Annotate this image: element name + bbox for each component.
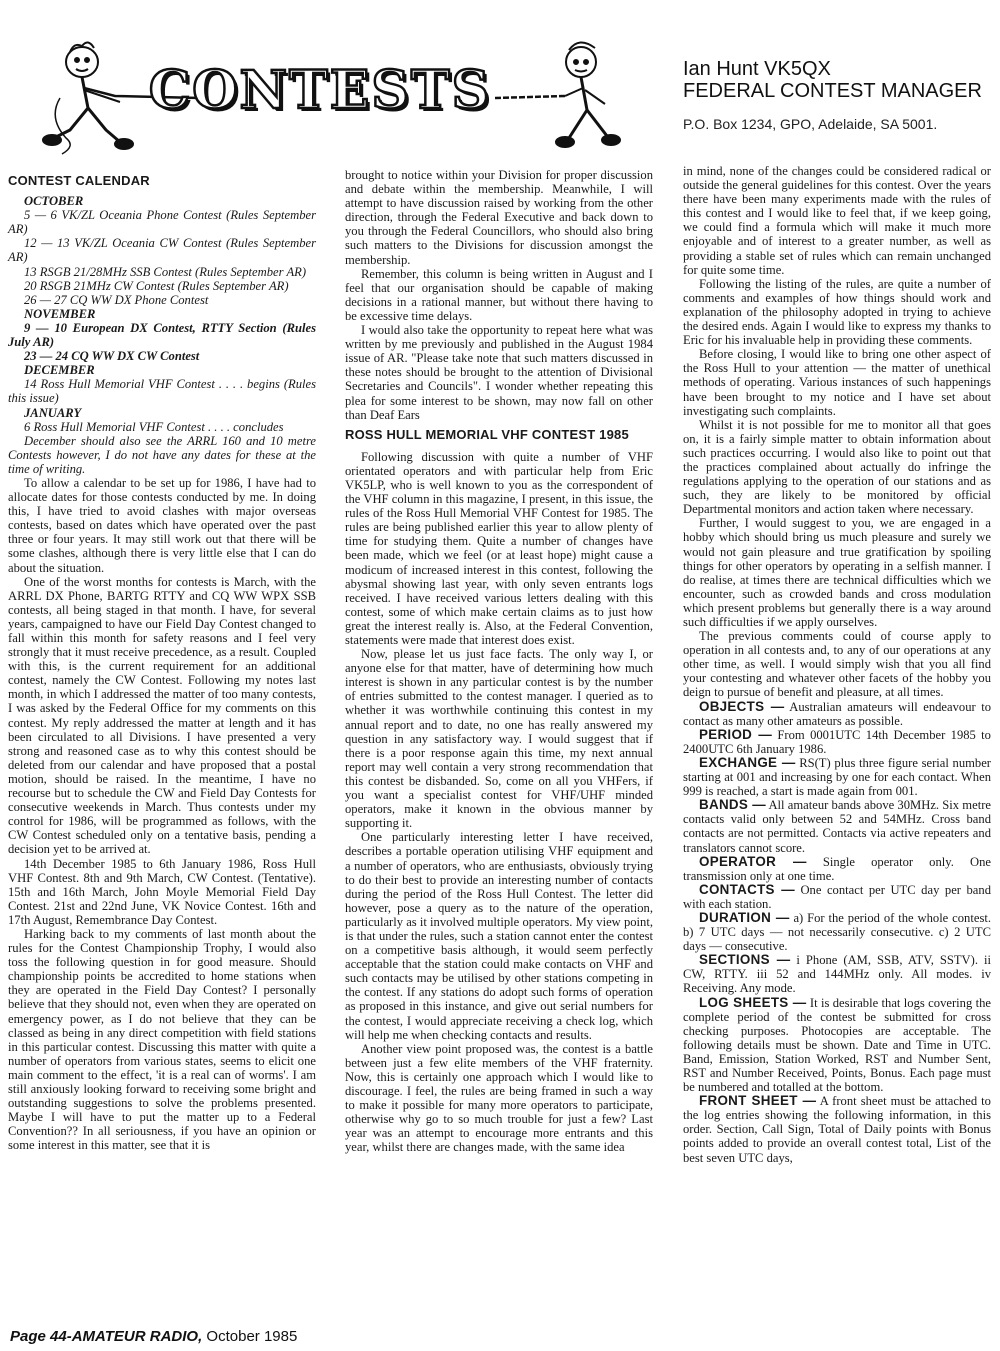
- contests-banner: CONTESTS: [148, 59, 492, 121]
- body-paragraph: brought to notice within your Division for proper discussion and debate within the membership. Meanwhile, I will attempt to have discussion raised by working from the other direction, through the Federal Executive and back down to you through the Federal Councillors, who should also bring such matters to the Divisions for discussion amongst the membership.: [345, 168, 653, 267]
- rule-text: RS(T) plus three figure serial number starting at 001 and increasing by one for each contact. When 999 is reached, a start is made again from 001.: [683, 755, 991, 799]
- calendar-entry: 13 RSGB 21/28MHz SSB Contest (Rules September AR): [24, 264, 307, 279]
- body-paragraph: Now, please let us just face facts. The only way I, or anyone else for that matter, have of determining how much interest is shown in any particular contest is by the number of entries submitted to the contest manager. I queried as to whether it was worthwhile continuing this contest in my annual report and to date, no one has really answered my question in any satisfactory way. I would suggest that if there is a poor response again this time, my next annual report may well contain a very strong recommendation that this contest be disbanded. So, come on all you VHFers, if you want a specialist contest for VHF/UHF minded operators, make it known in the obvious manner by supporting it.: [345, 647, 653, 831]
- rule-objects: [683, 700, 991, 728]
- body-paragraph: One of the worst months for contests is March, with the ARRL DX Phone, BARTG RTTY and CQ WW WPX SSB contests, all being staged in that month. I have, for several years, campaigned to have our Field Day Contest changed to fall within this month for safety reasons and I feel very strongly that it must receive precedence, as a result. Coupled with this, is the current requirement for an additional contest, namely the CW Contest. Following my notes last month, in which I addressed the matter of too many contests, I was asked by the Federal Office for my comments on this contest. My reply addressed the matter at length and it has been circulated to all Divisions. I have presented a very strong and reasoned case as to why this contest should be deleted from our calendar and have proposed that a postal motion, should be raised. In the meantime, I have no recourse but to schedule the CW and Field Day Contests for consecutive weekends in March. Thus contests under my control for 1986, will be programmed as follows, with the CW Contest scheduled only on a tentative basis, pending a decision yet to be arrived at.: [8, 574, 316, 857]
- issue-date: October 1985: [206, 1328, 298, 1345]
- calendar-entry: 14 Ross Hull Memorial VHF Contest . . . . begins (Rules this issue): [8, 377, 316, 406]
- rule-operator: [683, 855, 991, 883]
- calendar-month-december: DECEMBER: [24, 363, 95, 378]
- publication-name: AMATEUR RADIO,: [71, 1328, 203, 1345]
- rule-duration: [683, 911, 991, 953]
- body-paragraph: To allow a calendar to be set up for 1986, I have had to allocate dates for those contests conducted by me. In doing this, I have tried to avoid clashes with major overseas contests, based on dates which have operated over the past three or four years. It may still work out that there will be some clashes, although there is very little else that I can do about the situation.: [8, 475, 316, 575]
- body-paragraph: Following discussion with quite a number of VHF orientated operators and with particular help from Eric VK5LP, who is well known to you as the correspondent of the VHF column in this magazine, I present, in this issue, the rules of the Ross Hull Memorial VHF Contest for 1985. The rules are being published earlier this year to allow plenty of time for studying them. Quite a number of changes have been made, which we feel (or at least hope) might cause a modicum of increased interest in this contest, following the abysmal showing last year, with only seven entrants logs received. I have received various letters dealing with this contest, some of which make certain claims as to just how great the interest really is. Also, at the Federal Convention, statements were made that interest does exist.: [345, 449, 653, 647]
- rule-keyword: SECTIONS —: [699, 952, 791, 968]
- body-paragraph: Another view point proposed was, the contest is a battle between just a few elite members of the VHF fraternity. Now, this is certainly one approach which I would like to discourage. I feel, the rules are being framed in such a way to make it possible for many more operators to participate, otherwise why go to so much trouble for just a few? Last year was an attempt to encourage more entrants and this year, whilst there are changes made, with the same idea: [345, 1041, 653, 1155]
- calendar-month-october: OCTOBER: [24, 194, 84, 209]
- body-paragraph: One particularly interesting letter I have received, describes a portable operation utilising VHF equipment and a number of operators, who are enthusiasts, obviously trying to do their best to provide an interesting number of contacts during the period of the Ross Hull Contest. The letter did however, pose a query as to the nature of the operation, particularly as it involved multiple operators. My view point, is that under the rules, such a station cannot enter the contest on a competitive basis although, it would seem perfectly acceptable that the station could make contacts on VHF and such contacts may be utilised by other stations competing in the contest. If any stations do adopt such forms of operation as proposed in this instance, and give out serial numbers for the contest, I would appreciate receiving a check log, which will help me when checking contacts and results.: [345, 830, 653, 1042]
- page-number: Page 44-: [10, 1328, 72, 1345]
- calendar-entry: 12 — 13 VK/ZL Oceania CW Contest (Rules September AR): [8, 236, 316, 265]
- ross-hull-heading: ROSS HULL MEMORIAL VHF CONTEST 1985: [345, 426, 629, 442]
- rule-keyword: CONTACTS —: [699, 881, 795, 897]
- calendar-note: December should also see the ARRL 160 and 10 metre Contests however, I do not have any dates for these at the time of writing.: [8, 433, 316, 476]
- rule-text: i Phone (AM, SSB, ATV, SSTV). ii CW, RTTY. iii 52 and 144MHz only. All modes. iv Receiving. Any mode.: [683, 953, 991, 996]
- calendar-entry: 6 Ross Hull Memorial VHF Contest . . . . concludes: [24, 419, 284, 434]
- calendar-entry: 20 RSGB 21MHz CW Contest (Rules September AR): [24, 278, 289, 293]
- cartoon-girl-pulling-rope-illustration: [495, 38, 635, 160]
- rule-text: One contact per UTC day per band with each station.: [683, 882, 991, 911]
- rule-keyword: EXCHANGE —: [699, 754, 796, 770]
- page-footer: [10, 1328, 297, 1345]
- calendar-entry: 26 — 27 CQ WW DX Phone Contest: [24, 292, 209, 307]
- rule-text: Single operator only. One transmission only at one time.: [683, 854, 991, 883]
- rule-keyword: PERIOD —: [699, 726, 773, 742]
- rule-text: It is desirable that logs covering the complete period of the contest be submitted for cross checking purposes. Photocopies are acceptable. The following details must be shown. Date and Time in UTC. Band, Emission, Station Worked, RST and Number Sent, RST and Number Received, Points, Bonus. Each page must be numbered and totalled at the bottom.: [683, 995, 992, 1095]
- body-paragraph: in mind, none of the changes could be considered radical or outside the general guidelines for this contest. Over the years there have been many experiments made with the rules of this contest and I would like to feel that, if we keep going, we could find a formula which will make it much more enjoyable and of interest to a greater number, as well as providing a stable set of rules which can remain unchanged for quite some time.: [683, 164, 991, 277]
- rule-keyword: FRONT SHEET —: [699, 1093, 817, 1109]
- body-paragraph: I would also take the opportunity to repeat here what was written by me previously and published in the August 1984 issue of AR. "Please take note that such matters discussed in these notes should be brought to the attention of Divisional Secretaries and Councils". I wonder whether repeating this plea for some interest to be shown, may now fall on other than Deaf Ears: [345, 323, 653, 422]
- rule-keyword: OPERATOR —: [699, 853, 807, 869]
- page-header: [0, 0, 1000, 165]
- calendar-entry: 5 — 6 VK/ZL Oceania Phone Contest (Rules September AR): [8, 208, 316, 237]
- body-paragraph: Remember, this column is being written in August and I feel that our organisation should be capable of making decisions in a rational manner, but without there having to be excessive time delays.: [345, 266, 653, 323]
- rule-exchange: [683, 756, 991, 798]
- rule-text: a) For the period of the whole contest. b) 7 UTC days — not necessarily consecutive. c) 2 UTC days — consecutive.: [683, 910, 991, 954]
- body-paragraph: Following the listing of the rules, are quite a number of comments and examples of how things should work and explanation of the philosophy adopted in trying to achieve the desired ends. Again I would like to express my thanks to Eric for his invaluable help in providing these comments.: [683, 276, 991, 348]
- contest-calendar-heading: CONTEST CALENDAR: [8, 173, 150, 188]
- author-block: [683, 58, 983, 132]
- rule-keyword: OBJECTS —: [699, 698, 785, 714]
- rule-keyword: BANDS —: [699, 797, 766, 813]
- rule-text: Australian amateurs will endeavour to contact as many other amateurs as possible.: [683, 699, 991, 728]
- column-2: [345, 168, 653, 1154]
- author-address: P.O. Box 1234, GPO, Adelaide, SA 5001.: [683, 116, 938, 132]
- rule-keyword: DURATION —: [699, 909, 790, 925]
- rule-contacts: [683, 883, 991, 911]
- column-3: [683, 164, 991, 1165]
- body-paragraph: Before closing, I would like to bring one other aspect of the Ross Hull to your attention — the matter of unethical methods of operating. Various instances of such happenings have been brought to my notice and I have set about investigating such complaints.: [683, 347, 991, 418]
- author-role: FEDERAL CONTEST MANAGER: [683, 80, 982, 102]
- rule-text: A front sheet must be attached to the log entries showing the following information, in this order. Section, Call Sign, Total of Daily points with Bonus points added to provide an overall contest total, List of the best seven UTC days,: [683, 1094, 991, 1165]
- body-paragraph: Whilst it is not possible for me to monitor all that goes on, it is a fairly simple matter to obtain information about such practices occurring. I would also like to point out that the practices complained about actually do infringe the regulations applying to the operation of our stations and as such, they are likely to be monitored by official Departmental monitors and action taken where necessary.: [683, 417, 991, 517]
- calendar-month-november: NOVEMBER: [24, 306, 96, 321]
- body-paragraph: The previous comments could of course apply to operation in all contests and, to any of our operations at any other time, as well. I would simply wish that you all find your contesting and whatever other facets of the hobby you deign to pursue of benefit and pleasure, at all times.: [683, 629, 991, 700]
- calendar-entry: 23 — 24 CQ WW DX CW Contest: [24, 349, 200, 364]
- body-paragraph: Harking back to my comments of last month about the rules for the Contest Championship Trophy, I would also toss the following question in for good measure. Should championship points be accredited to home stations when they are operated in the Field Day Contest? I personally believe that they should not, even when they are operated on emergency power, as I do not believe that they can be classed as being in any direct competition with field stations in this particular contest. Discussing this matter with quite a number of operators from various states, seems to elicit one main comment to the effect, 'it is a real can of worms'. I am still anxiously looking forward to receiving some bright and outstanding suggestions to solve the problems presented. Maybe I will have to put the matter up to a Federal Convention?? In all seriousness, if you have an opinion or some interest in this matter, see that it is: [8, 926, 316, 1153]
- column-1: [8, 170, 316, 1152]
- rule-keyword: LOG SHEETS —: [699, 994, 807, 1010]
- body-paragraph: 14th December 1985 to 6th January 1986, Ross Hull VHF Contest. 8th and 9th March, CW Contest. (Tentative). 15th and 16th March, John Moyle Memorial Field Day Contest. 21st and 22nd June, VK Novice Contest. 16th and 17th August, Remembrance Day Contest.: [8, 856, 316, 927]
- calendar-month-january: JANUARY: [24, 405, 82, 420]
- calendar-entry: 9 — 10 European DX Contest, RTTY Section (Rules July AR): [8, 320, 316, 350]
- rule-bands: [683, 798, 991, 854]
- rule-front-sheet: [683, 1094, 991, 1164]
- author-name: Ian Hunt VK5QX: [683, 58, 831, 80]
- rule-text: From 0001UTC 14th December 1985 to 2400UTC 6th January 1986.: [683, 727, 991, 756]
- body-paragraph: Further, I would suggest to you, we are engaged in a hobby which should bring us much pleasure and surely we would not gain pleasure and true gratification by spoiling things for other operators by operating in a selfish manner. I do realise, at times there are technical difficulties which we encounter, such as crowded bands and cross modulation which present problems but generally there is a way around such difficulties if we apply ourselves.: [683, 516, 991, 629]
- rule-sections: [683, 953, 991, 995]
- rule-log-sheets: [683, 996, 991, 1095]
- rule-period: [683, 728, 991, 756]
- rule-text: All amateur bands above 30MHz. Six metre contacts valid only between 52 and 54MHz. Cross band contacts are not permitted. Contacts via active repeaters and translators cannot score.: [683, 798, 991, 855]
